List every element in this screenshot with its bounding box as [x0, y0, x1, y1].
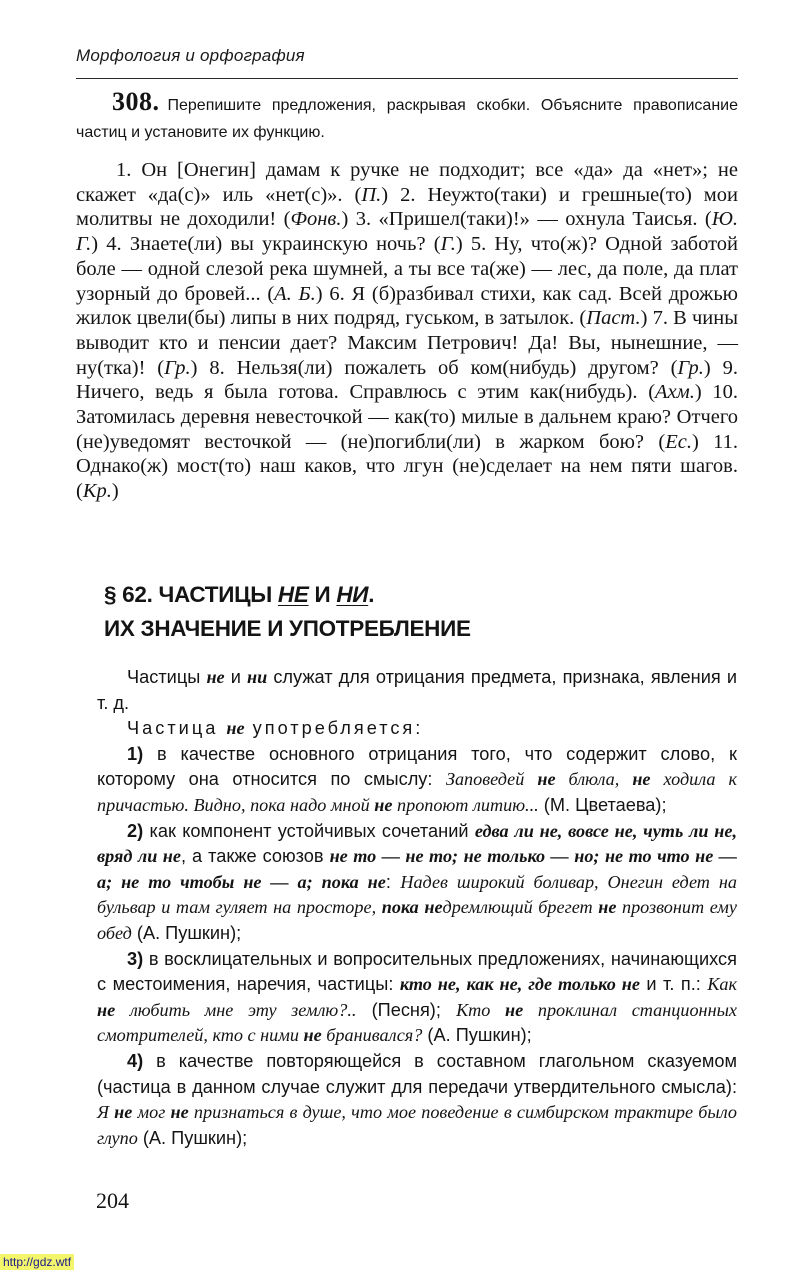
emphasis-particle: не — [598, 897, 617, 918]
example-text: блюла, — [555, 769, 633, 790]
page-number: 204 — [96, 1188, 129, 1213]
item-number: 2) — [127, 820, 144, 841]
emphasis-particle: не — [537, 769, 556, 790]
example-text: проклинал станционных смотрителей, кто с ними — [97, 999, 737, 1046]
exercise-number: 308. — [112, 87, 160, 116]
item-number: 3) — [127, 948, 144, 969]
text-run: ) 10. Затомилась деревня невесточкой — как(то) милые в дальнем краю? Отчего (не)уведомят весточкой — (не)погибли(ли) в жарком бою? ( — [76, 381, 739, 453]
source-abbrev: П. — [361, 183, 382, 206]
section-title-line-2: ИХ ЗНАЧЕНИЕ И УПОТРЕБЛЕНИЕ — [104, 616, 471, 641]
text-run: ) 7. В чины выводит кто и пенсии дает? Максим Петрович! Да! Вы, нынешние, — ну(тка)! ( — [76, 307, 738, 379]
text-run: ) 6. Я (б)разбивал стихи, как сад. Всей дрожью жилок цвели(бы) липы в них подряд, гуськом, в затылок. ( — [76, 282, 738, 330]
example-text: Надев широкий боливар, Онегин едет на бульвар и там гуляет на просторе, — [97, 871, 737, 918]
theory-list-item — [97, 1049, 737, 1151]
text-run: (Песня); — [356, 999, 457, 1020]
section-title — [104, 578, 724, 646]
section-dot: . — [368, 582, 375, 607]
text-run: (М. Цветаева); — [538, 794, 667, 815]
emphasis-particle: не — [114, 1102, 133, 1123]
text-run: : — [385, 871, 401, 892]
emphasis-particle: не — [170, 1102, 189, 1123]
text-run: Частицы — [127, 667, 207, 687]
example-text: Как — [707, 974, 737, 995]
text-run: в восклицательных и вопросительных предложениях, начинающихся с местоимения, наречия, частицы: — [97, 948, 737, 995]
text-run: ) — [111, 480, 119, 503]
source-abbrev: Гр. — [164, 356, 191, 379]
text-run: в качестве повторяющейся в составном глагольном сказуемом (частица в данном случае служит для передачи утвердительного смысла): — [97, 1050, 737, 1097]
exercise-task: Перепишите предложения, раскрывая скобки. Объясните правописание частиц и установите их функцию. — [76, 97, 738, 141]
section-prefix: § 62. ЧАСТИЦЫ — [104, 582, 278, 607]
example-text: дремлющий брегет — [442, 897, 599, 918]
section-ni: НИ — [336, 582, 369, 607]
text-run: (А. Пушкин); — [137, 1127, 248, 1148]
text-run: (А. Пушкин); — [422, 1025, 532, 1046]
source-abbrev: Паст. — [586, 307, 641, 330]
source-abbrev: А. Б. — [274, 282, 316, 305]
source-abbrev: Гр. — [677, 356, 704, 379]
text-run: ) 9. Ничего, ведь я была готова. Справлюсь с этим как(нибудь). ( — [76, 356, 739, 404]
source-abbrev: Ахм. — [655, 381, 695, 404]
emphasis-particle: не — [226, 718, 245, 739]
text-run: ) 8. Нельзя(ли) пожалеть об ком(нибудь) другом? ( — [190, 356, 678, 379]
example-text: прозвонит ему обед — [97, 897, 737, 943]
scan-edge-noise — [56, 670, 72, 1150]
text-run: как компонент устойчивых сочетаний — [143, 820, 475, 841]
text-run: ) 4. Знаете(ли) вы украинскую ночь? ( — [91, 233, 441, 256]
exercise-text — [76, 158, 738, 504]
source-abbrev: Г. — [440, 233, 456, 256]
text-run: ) 5. Ну, что(ж)? Одной заботой боле — одной слезой река шумней, а ты все та(же) — лес, да поле, да плат узорный до бровей... ( — [76, 233, 738, 305]
example-text: Я — [97, 1102, 115, 1123]
item-number: 1) — [127, 743, 144, 764]
text-run: ) 3. «Пришел(таки)!» — охнула Таисья. ( — [341, 208, 712, 231]
text-run: в качестве основного отрицания того, что содержит слово, к которому она относится по смыслу: — [97, 743, 737, 790]
item-number: 4) — [127, 1050, 144, 1071]
text-run: 1. Он [Онегин] дамам к ручке не подходит; все «да» да «нет»; не скажет «да(с)» иль «нет(с)». ( — [76, 159, 738, 206]
example-text: любить мне эту землю?.. — [115, 999, 357, 1020]
emphasis-particle: не то — не то; не только — но; не то что не — а; не то чтобы не — а; пока не — [97, 846, 737, 892]
header-rule — [76, 78, 738, 79]
emphasis-particle: не — [505, 999, 524, 1020]
emphasis-particle: не — [374, 794, 393, 815]
text-run: (А. Пушкин); — [131, 922, 242, 943]
text-run: и т. п.: — [639, 974, 708, 995]
source-abbrev: Фонв. — [290, 208, 342, 231]
source-abbrev: Кр. — [82, 480, 112, 503]
example-text: мог — [132, 1102, 171, 1123]
example-text: Кто — [456, 999, 506, 1020]
text-run: и — [224, 667, 247, 687]
emphasis-particle: не — [632, 769, 651, 790]
theory-list-item — [97, 819, 737, 947]
example-text: Заповедей — [445, 769, 538, 790]
spaced-text: Частица — [127, 718, 227, 739]
text-run: служат для отрицания предмета, признака, явления и т. д. — [97, 667, 737, 713]
example-text: пропоют литию... — [392, 794, 539, 815]
emphasis-particle: не — [206, 667, 225, 687]
emphasis-particle: не — [97, 999, 116, 1020]
emphasis-particle: кто не, как не, где только не — [399, 974, 640, 995]
example-text: признаться в душе, что мое поведение в симбирском трактире было глупо — [97, 1102, 737, 1148]
example-text: ходила к причастью. Видно, пока надо мной — [97, 769, 737, 815]
example-text: бранивался? — [321, 1025, 423, 1046]
theory-paragraph — [97, 665, 737, 716]
running-header: Морфология и орфография — [76, 46, 305, 65]
theory-list-item — [97, 947, 737, 1049]
emphasis-particle: пока не — [381, 897, 443, 918]
emphasis-particle: едва ли не, вовсе не, чуть ли не, вряд ли не — [97, 820, 738, 867]
theory-text — [97, 665, 737, 1151]
spaced-text: употребляется: — [244, 718, 424, 739]
section-title-line-1 — [104, 578, 724, 612]
text-run: ) 11. Однако(ж) мост(то) наш каков, что лгун (не)сделает на нем пяти шагов. ( — [76, 430, 738, 503]
watermark-link[interactable]: http://gdz.wtf — [0, 1254, 74, 1270]
text-run: , а также союзов — [180, 846, 330, 867]
emphasis-particle: не — [303, 1025, 322, 1046]
emphasis-particle: ни — [247, 667, 268, 687]
section-and: И — [308, 582, 337, 607]
text-run: ) 2. Неужто(таки) и грешные(то) мои молитвы не доходили! ( — [76, 183, 738, 231]
theory-paragraph — [97, 716, 737, 742]
theory-list-item — [97, 742, 737, 819]
section-ne: НЕ — [277, 582, 309, 607]
source-abbrev: Ю. Г. — [76, 208, 739, 256]
source-abbrev: Ес. — [665, 430, 692, 453]
exercise-heading — [76, 88, 738, 146]
